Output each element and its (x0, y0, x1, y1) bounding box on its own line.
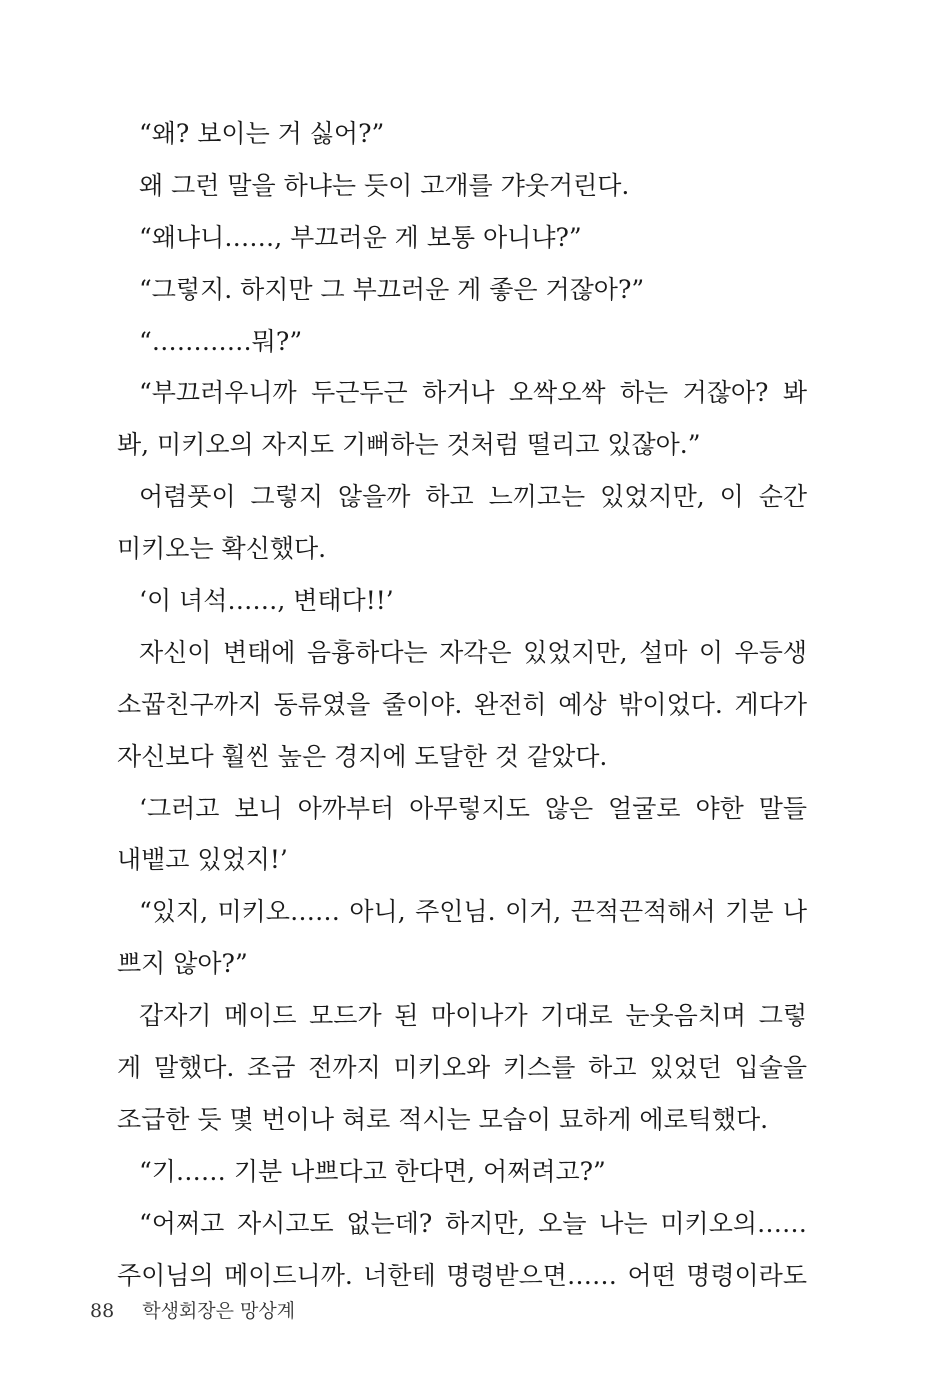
text-line: “있지, 미키오…… 아니, 주인님. 이거, 끈적끈적해서 기분 나 (139, 897, 807, 927)
text-line: “왜냐니……, 부끄러운 게 보통 아니냐?” (139, 222, 582, 252)
text-line: 어렴풋이 그렇지 않을까 하고 느끼고는 있었지만, 이 순간 (139, 482, 807, 512)
text-line: “그렇지. 하지만 그 부끄러운 게 좋은 거잖아?” (139, 274, 645, 304)
text-line: 게 말했다. 조금 전까지 미키오와 키스를 하고 있었던 입술을 (117, 1053, 807, 1083)
text-line: 봐, 미키오의 자지도 기뻐하는 것처럼 떨리고 있잖아.” (117, 430, 701, 460)
text-line: 주이님의 메이드니까. 너한테 명령받으면…… 어떤 명령이라도 (117, 1260, 807, 1290)
text-line: “왜? 보이는 거 싫어?” (139, 119, 385, 148)
text-line: ‘그러고 보니 아까부터 아무렇지도 않은 얼굴로 야한 말들 (139, 793, 807, 823)
text-line: 갑자기 메이드 모드가 된 마이나가 기대로 눈웃음치며 그렇 (139, 1001, 807, 1031)
text-line: “부끄러우니까 두근두근 하거나 오싹오싹 하는 거잖아? 봐 (139, 378, 807, 408)
text-line: “기…… 기분 나쁘다고 한다면, 어쩌려고?” (139, 1156, 606, 1186)
text-line: 자신이 변태에 음흉하다는 자각은 있었지만, 설마 이 우등생 (139, 637, 807, 667)
page-footer (90, 1296, 295, 1323)
text-line: ‘이 녀석……, 변태다!!’ (139, 586, 394, 616)
text-line: “…………뭐?” (139, 326, 303, 356)
text-line: 내뱉고 있었지!’ (117, 845, 288, 875)
body-text (117, 108, 807, 1301)
text-line: 왜 그런 말을 하냐는 듯이 고개를 갸웃거린다. (139, 170, 630, 200)
text-line: 자신보다 훨씬 높은 경지에 도달한 것 같았다. (117, 741, 608, 771)
text-line: 미키오는 확신했다. (117, 534, 327, 564)
text-line: 쁘지 않아?” (117, 949, 248, 979)
text-line: “어쩌고 자시고도 없는데? 하지만, 오늘 나는 미키오의…… (139, 1208, 807, 1238)
text-line: 조급한 듯 몇 번이나 혀로 적시는 모습이 묘하게 에로틱했다. (117, 1104, 769, 1134)
page-number: 88 (90, 1300, 115, 1322)
text-line: 소꿉친구까지 동류였을 줄이야. 완전히 예상 밖이었다. 게다가 (117, 689, 807, 719)
book-title: 학생회장은 망상계 (142, 1300, 296, 1322)
